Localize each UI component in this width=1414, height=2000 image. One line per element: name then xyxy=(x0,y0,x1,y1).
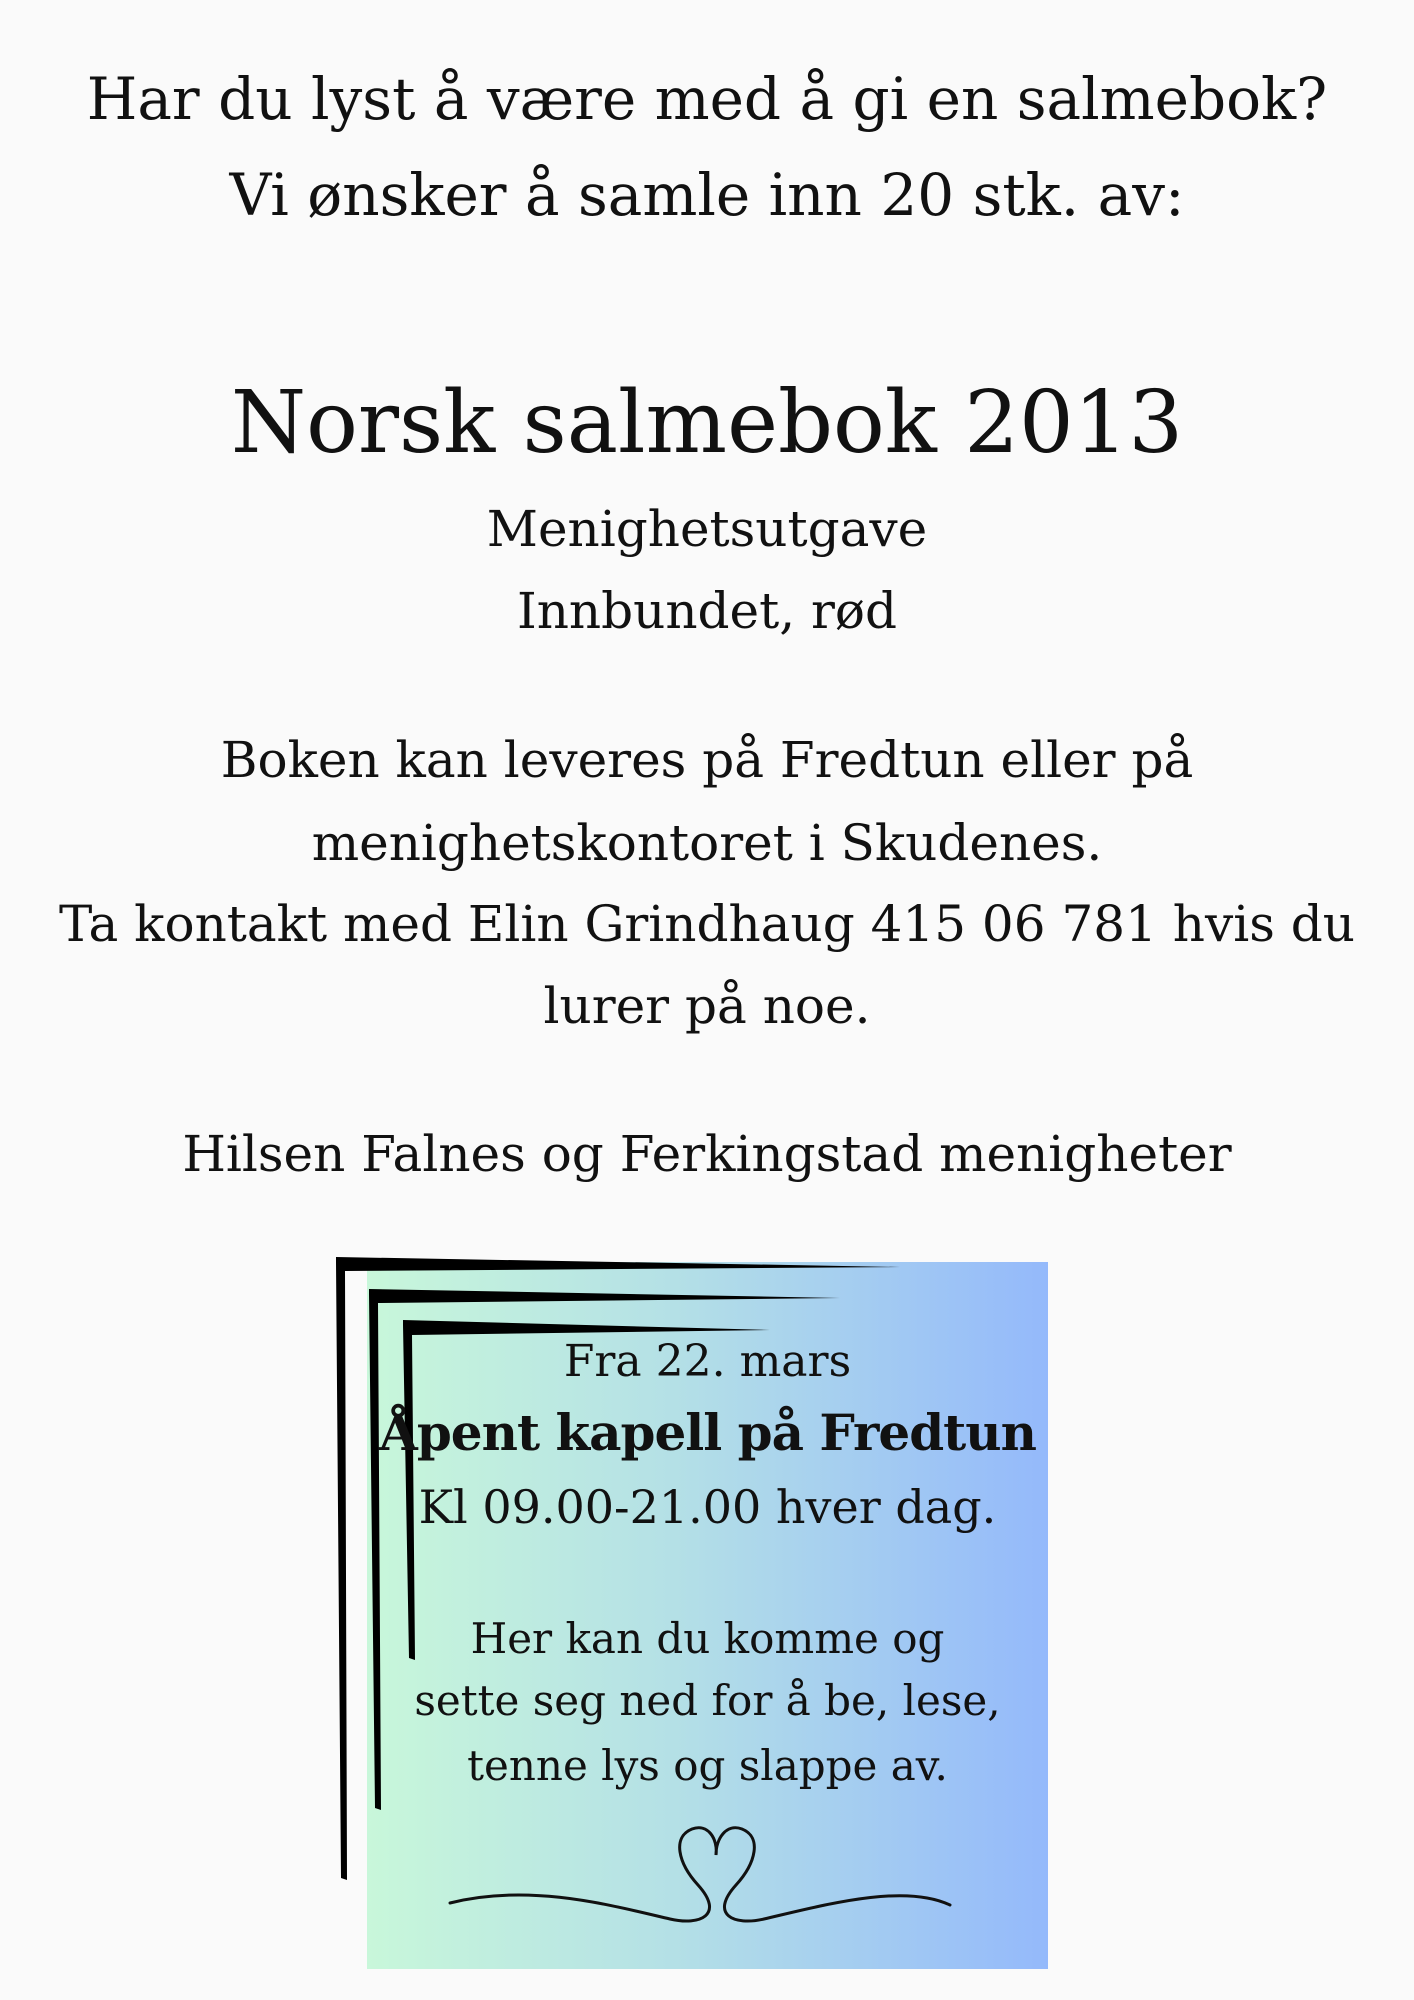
info-line-4: lurer på noe. xyxy=(543,977,871,1035)
book-binding: Innbundet, rød xyxy=(516,582,898,640)
greeting: Hilsen Falnes og Ferkingstad menigheter xyxy=(182,1125,1232,1183)
chapel-body-line-1: Her kan du komme og xyxy=(470,1614,945,1663)
chapel-hours: Kl 09.00-21.00 hver dag. xyxy=(418,1480,997,1534)
info-line-1: Boken kan leveres på Fredtun eller på xyxy=(220,731,1194,789)
book-edition: Menighetsutgave xyxy=(486,500,928,558)
chapel-body-line-3: tenne lys og slappe av. xyxy=(467,1741,948,1790)
intro-line-2: Vi ønsker å samle inn 20 stk. av: xyxy=(229,161,1185,229)
info-line-3: Ta kontakt med Elin Grindhaug 415 06 781 hvis du xyxy=(59,895,1355,953)
chapel-body-line-2: sette seg ned for å be, lese, xyxy=(414,1676,1001,1725)
heart-swirl-icon xyxy=(440,1815,960,1935)
intro-line-1: Har du lyst å være med å gi en salmebok? xyxy=(86,65,1328,133)
book-title: Norsk salmebok 2013 xyxy=(230,373,1184,473)
info-line-2: menighetskontoret i Skudenes. xyxy=(311,814,1103,872)
chapel-date: Fra 22. mars xyxy=(563,1336,852,1387)
chapel-title: Åpent kapell på Fredtun xyxy=(379,1403,1036,1462)
